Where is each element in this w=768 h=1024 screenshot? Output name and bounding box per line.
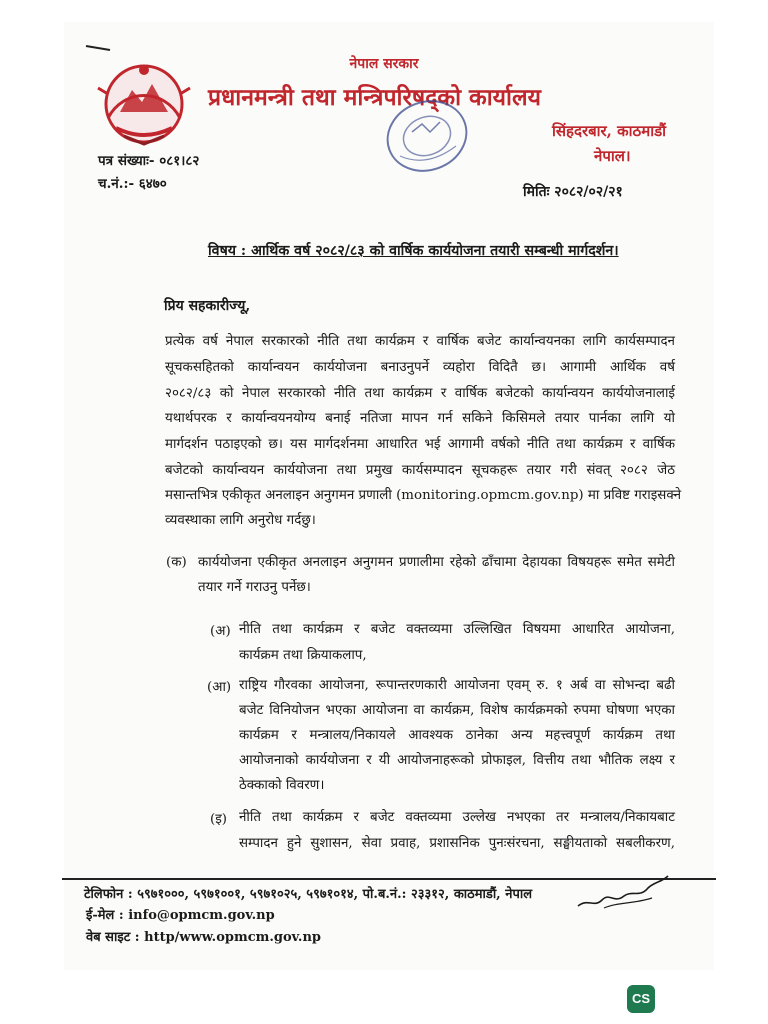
pen-mark xyxy=(84,40,114,54)
item-i-line: सम्पादन हुने सुशासन, सेवा प्रवाह, प्रशासनिक पुनःसंरचना, सङ्घीयताको सबलीकरण, xyxy=(239,836,675,851)
badge-label: CS xyxy=(631,991,651,1006)
salutation: प्रिय सहकारीज्यू, xyxy=(164,298,251,314)
item-a-line: कार्यक्रम तथा क्रियाकलाप, xyxy=(239,648,367,663)
paragraph-line: २०८२/८३ को नेपाल सरकारको नीति तथा कार्यक्रम र वार्षिक बजेटको कार्यान्वयन कार्ययोजनालाई xyxy=(165,386,675,401)
item-aa-marker: (आ) xyxy=(207,680,232,695)
section-ka-line: तयार गर्ने गराउनु पर्नेछ। xyxy=(198,580,311,595)
paragraph-line: मसान्तभित्र एकीकृत अनलाइन अनुगमन प्रणाली (monitoring.opmcm.gov.np) मा प्रविष्ट गराइसक्ने xyxy=(165,488,682,503)
camscanner-badge-icon xyxy=(627,985,655,1013)
letter-date: मितिः २०८२/०२/२१ xyxy=(523,184,623,200)
item-aa-line: ठेक्काको विवरण। xyxy=(239,778,325,793)
signature-icon xyxy=(574,868,674,916)
location-line-2: नेपाल। xyxy=(594,147,631,165)
section-ka-marker: (क) xyxy=(166,555,187,570)
location-line-1: सिंहदरबार, काठमाडौं xyxy=(552,122,667,140)
section-ka-line: कार्ययोजना एकीकृत अनलाइन अनुगमन प्रणालीमा रहेको ढाँचामा देहायका विषयहरू समेत समेटी xyxy=(198,555,675,570)
subject-line: विषय : आर्थिक वर्ष २०८२/८३ को वार्षिक कार्ययोजना तयारी सम्बन्धी मार्गदर्शन। xyxy=(208,243,619,259)
office-title: प्रधानमन्त्री तथा मन्त्रिपरिषद्को कार्यालय xyxy=(208,84,541,111)
item-aa-line: आयोजनाको कार्ययोजना र यी आयोजनाहरूको प्रोफाइल, वित्तीय तथा भौतिक लक्ष्य र xyxy=(239,753,675,768)
item-aa-line: राष्ट्रिय गौरवका आयोजना, रूपान्तरणकारी आयोजना एवम् रु. १ अर्ब वा सोभन्दा बढी xyxy=(239,678,675,693)
paragraph-line: सूचकसहितको कार्यान्वयन कार्ययोजना बनाउनुपर्ने व्यहोरा विदितै छ। आगामी आर्थिक वर्ष xyxy=(165,360,675,375)
dispatch-number: च.नं.:- ६४७० xyxy=(98,176,167,192)
paragraph-line: यथार्थपरक र कार्यान्वयनयोग्य बनाई नतिजा मापन गर्न सकिने किसिमले तयार पार्नका लागि यो xyxy=(165,411,675,426)
item-i-line: नीति तथा कार्यक्रम र बजेट वक्तव्यमा उल्लेख नभएका तर मन्त्रालय/निकायबाट xyxy=(239,810,675,825)
footer-email: ई-मेल : info@opmcm.gov.np xyxy=(86,908,275,923)
government-name: नेपाल सरकार xyxy=(349,56,419,72)
item-i-marker: (इ) xyxy=(210,812,228,827)
office-seal-stamp-icon xyxy=(382,96,472,176)
footer-phone: टेलिफोन : ५९७१०००, ५९७१००१, ५९७१०२५, ५९७१०१४, पो.ब.नं.: २३३१२, काठमाडौं, नेपाल xyxy=(84,887,533,902)
item-a-line: नीति तथा कार्यक्रम र बजेट वक्तव्यमा उल्लिखित विषयमा आधारित आयोजना, xyxy=(239,622,675,637)
paragraph-line: बजेटको कार्यान्वयन कार्ययोजना तथा प्रमुख कार्यसम्पादन सूचकहरू तयार गरी संवत् २०८२ जेठ xyxy=(165,463,675,478)
item-aa-line: बजेट विनियोजन भएका आयोजना वा कार्यक्रम, विशेष कार्यक्रमको रुपमा घोषणा भएका xyxy=(239,703,675,718)
item-a-marker: (अ) xyxy=(210,624,231,639)
paragraph-line: मार्गदर्शन पठाइएको छ। यस मार्गदर्शनमा आधारित भई आगामी वर्षको नीति तथा कार्यक्रम र वार्षिक xyxy=(165,437,675,452)
footer-website: वेब साइट : http/www.opmcm.gov.np xyxy=(86,930,321,945)
paragraph-line: व्यवस्थाका लागि अनुरोध गर्दछु। xyxy=(165,513,316,528)
paragraph-line: प्रत्येक वर्ष नेपाल सरकारको नीति तथा कार्यक्रम र वार्षिक बजेट कार्यान्वयनका लागि कार्यसम्पादन xyxy=(165,334,675,349)
letter-number: पत्र संख्याः- ०८१।८२ xyxy=(98,153,200,169)
item-aa-line: कार्यक्रम र मन्त्रालय/निकायले आवश्यक ठानेका अन्य महत्त्वपूर्ण कार्यक्रम तथा xyxy=(239,728,675,743)
